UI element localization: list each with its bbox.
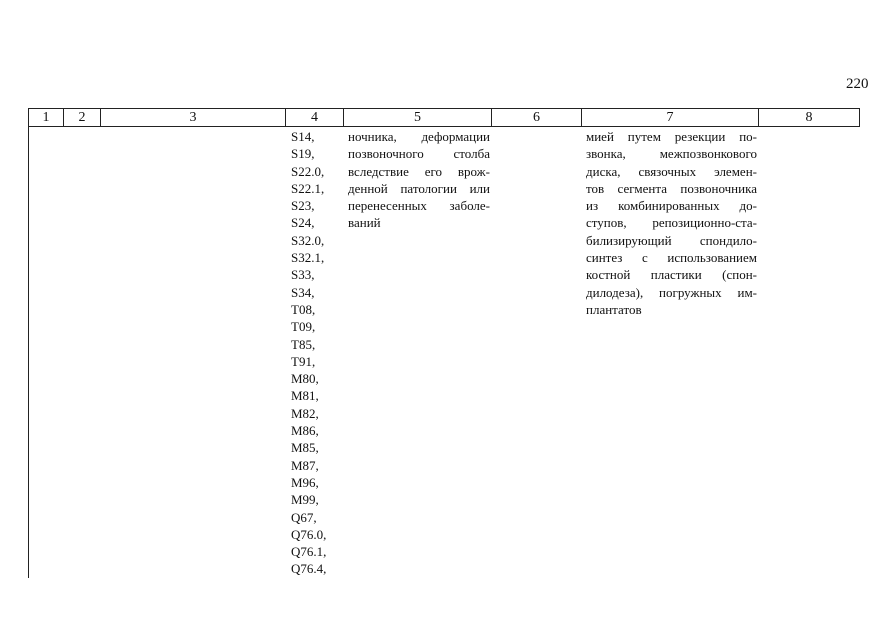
procedures-table: [28, 108, 860, 578]
treatment-text-line: синтез с использованием: [586, 250, 757, 266]
treatment-text-line: тов сегмента позвоночника: [586, 180, 757, 196]
header-col-1: 1: [29, 109, 64, 126]
diagnosis-code: S24,: [291, 215, 315, 231]
diagnosis-code: S32.0,: [291, 232, 325, 248]
diagnosis-code: M85,: [291, 440, 319, 456]
diagnosis-code: S22.0,: [291, 163, 325, 179]
diagnosis-code: M99,: [291, 492, 319, 508]
diagnosis-code: T91,: [291, 353, 316, 369]
diagnosis-code: Q76.0,: [291, 526, 327, 542]
diagnosis-code: M80,: [291, 371, 319, 387]
treatment-text-line: плантатов: [586, 301, 642, 317]
header-col-6: 6: [492, 109, 582, 126]
diagnosis-code: S14,: [291, 129, 315, 144]
diagnosis-text-line: вследствие его врож-: [348, 163, 490, 179]
treatment-text-line: дилодеза), погружных им-: [586, 284, 757, 300]
diagnosis-code: S33,: [291, 267, 315, 283]
treatment-method-cell: [582, 127, 759, 578]
diagnosis-code: M81,: [291, 388, 319, 404]
diagnosis-code: S23,: [291, 198, 315, 214]
table-row: [29, 127, 860, 578]
diagnosis-code: Q76.1,: [291, 544, 327, 560]
diagnosis-code: T85,: [291, 336, 316, 352]
diagnosis-code: M96,: [291, 474, 319, 490]
diagnosis-text-line: ваний: [348, 215, 381, 231]
diagnosis-code: M86,: [291, 423, 319, 439]
diagnosis-text-line: позвоночного столба: [348, 146, 490, 162]
table-header-row: [29, 108, 860, 127]
treatment-text-line: костной пластики (спон-: [586, 267, 757, 283]
header-col-4: 4: [286, 109, 344, 126]
diagnosis-code: S22.1,: [291, 180, 325, 196]
diagnosis-code: S34,: [291, 284, 315, 300]
diagnosis-code: T08,: [291, 301, 316, 317]
diagnosis-code: M82,: [291, 405, 319, 421]
diagnosis-description-cell: [344, 127, 492, 578]
treatment-text-line: ступов, репозиционно-ста-: [586, 215, 757, 231]
treatment-text-line: из комбинированных до-: [586, 198, 757, 214]
header-col-3: 3: [101, 109, 286, 126]
diagnosis-code: S32.1,: [291, 250, 325, 266]
cell-col-1: [29, 127, 64, 578]
cell-col-2: [64, 127, 101, 578]
treatment-text-line: диска, связочных элемен-: [586, 163, 757, 179]
header-col-8: 8: [759, 109, 860, 126]
page-number: 220: [846, 76, 869, 92]
header-col-2: 2: [64, 109, 101, 126]
cell-col-6: [492, 127, 582, 578]
treatment-text-line: мией путем резекции по-: [586, 129, 757, 144]
diagnosis-codes-cell: [286, 127, 344, 578]
header-col-7: 7: [582, 109, 759, 126]
diagnosis-text-line: перенесенных заболе-: [348, 198, 490, 214]
diagnosis-code: Q67,: [291, 509, 317, 525]
treatment-text-line: звонка, межпозвонкового: [586, 146, 757, 162]
header-col-5: 5: [344, 109, 492, 126]
diagnosis-code: Q76.4,: [291, 561, 327, 577]
diagnosis-code: M87,: [291, 457, 319, 473]
diagnosis-code: S19,: [291, 146, 315, 162]
diagnosis-text-line: денной патологии или: [348, 180, 490, 196]
cell-col-3: [101, 127, 286, 578]
cell-col-8: [759, 127, 860, 578]
diagnosis-code: T09,: [291, 319, 316, 335]
diagnosis-text-line: ночника, деформации: [348, 129, 490, 144]
treatment-text-line: билизирующий спондило-: [586, 232, 757, 248]
